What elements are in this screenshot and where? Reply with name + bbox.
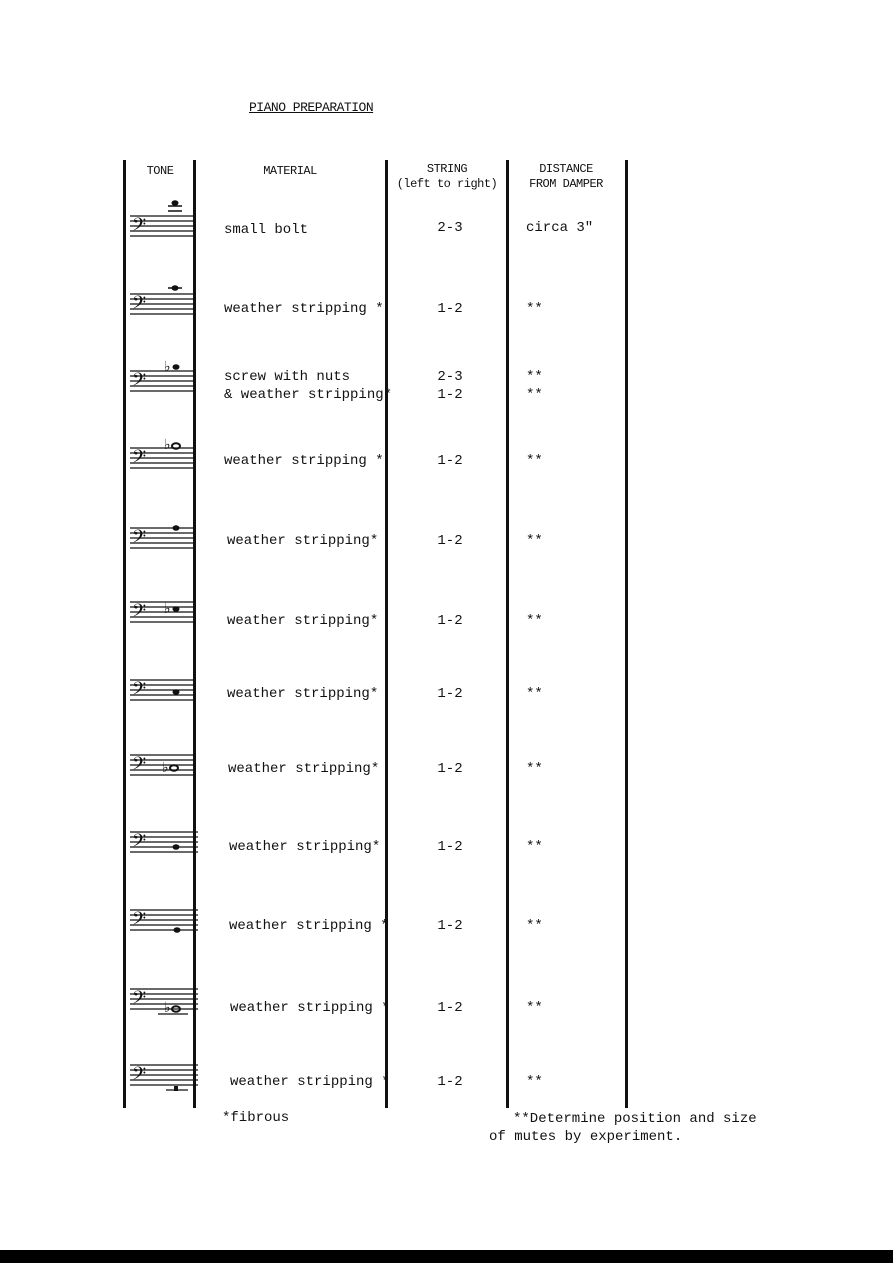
row-5-string: 1-2 — [437, 533, 463, 549]
row-12-distance: ** — [526, 1074, 543, 1090]
row-4-string: 1-2 — [437, 453, 463, 469]
row-8-string: 1-2 — [437, 761, 463, 777]
svg-text:𝄢: 𝄢 — [132, 370, 147, 395]
header-material: MATERIAL — [263, 164, 317, 178]
row-1-string: 2-3 — [437, 220, 463, 236]
tone-staff — [130, 196, 202, 240]
page-title: PIANO PREPARATION — [249, 100, 374, 115]
svg-text:𝄢: 𝄢 — [132, 601, 147, 626]
row-3-material-line2: & weather stripping* — [224, 387, 393, 403]
row-6-string: 1-2 — [437, 613, 463, 629]
svg-text:𝄢: 𝄢 — [132, 447, 147, 472]
footnote-determine-line1: **Determine position and size — [513, 1111, 757, 1127]
svg-text:♭: ♭ — [164, 359, 171, 375]
header-tone: TONE — [146, 164, 174, 178]
rule-distance — [625, 160, 628, 1108]
row-6-material: weather stripping* — [227, 613, 379, 629]
svg-text:♭: ♭ — [162, 760, 169, 776]
svg-text:𝄢: 𝄢 — [132, 754, 147, 779]
row-5-material: weather stripping* — [227, 533, 379, 549]
row-3-string: 2-3 — [437, 369, 463, 385]
tone-staff — [130, 900, 202, 944]
header-distance — [510, 162, 622, 192]
svg-text:♭: ♭ — [164, 437, 171, 453]
footnote-fibrous: *fibrous — [222, 1110, 290, 1126]
header-string — [388, 162, 506, 192]
header-string-line2: (left to right) — [396, 177, 498, 191]
header-distance-line2: FROM DAMPER — [529, 177, 603, 191]
row-3-material: screw with nuts — [224, 369, 351, 385]
svg-text:𝄢: 𝄢 — [132, 293, 147, 318]
tone-staff — [130, 355, 202, 399]
tone-staff — [130, 512, 202, 556]
row-3-distance: ** — [526, 369, 543, 385]
row-10-distance: ** — [526, 918, 543, 934]
rule-left — [123, 160, 126, 1108]
row-7-material: weather stripping* — [227, 686, 379, 702]
row-11-string: 1-2 — [437, 1000, 463, 1016]
row-9-string: 1-2 — [437, 839, 463, 855]
svg-text:𝄢: 𝄢 — [132, 909, 147, 934]
row-3-string-line2: 1-2 — [437, 387, 463, 403]
row-7-distance: ** — [526, 686, 543, 702]
row-2-distance: ** — [526, 301, 543, 317]
row-2-string: 1-2 — [437, 301, 463, 317]
row-9-material: weather stripping* — [229, 839, 381, 855]
svg-text:♭: ♭ — [164, 601, 171, 617]
row-6-distance: ** — [526, 613, 543, 629]
header-distance-line1: DISTANCE — [539, 162, 593, 176]
svg-text:𝄢: 𝄢 — [132, 215, 147, 240]
tone-staff — [130, 432, 202, 476]
row-12-string: 1-2 — [437, 1074, 463, 1090]
tone-staff — [130, 822, 202, 866]
svg-text:𝄢: 𝄢 — [132, 1064, 147, 1089]
row-5-distance: ** — [526, 533, 543, 549]
row-7-string: 1-2 — [437, 686, 463, 702]
row-11-material: weather stripping * — [230, 1000, 390, 1016]
row-4-distance: ** — [526, 453, 543, 469]
row-3-distance-line2: ** — [526, 387, 543, 403]
row-4-material: weather stripping * — [224, 453, 384, 469]
scan-edge-bar — [0, 1250, 893, 1263]
row-12-material: weather stripping * — [230, 1074, 390, 1090]
svg-text:♭: ♭ — [164, 1000, 171, 1016]
tone-staff — [130, 278, 202, 322]
svg-text:𝄢: 𝄢 — [132, 831, 147, 856]
rule-material — [385, 160, 388, 1108]
row-11-distance: ** — [526, 1000, 543, 1016]
tone-staff — [130, 1058, 202, 1102]
row-8-distance: ** — [526, 761, 543, 777]
row-1-material: small bolt — [224, 222, 309, 238]
row-9-distance: ** — [526, 839, 543, 855]
row-8-material: weather stripping* — [228, 761, 380, 777]
svg-text:𝄢: 𝄢 — [132, 527, 147, 552]
tone-staff — [130, 745, 202, 789]
tone-staff — [130, 982, 202, 1026]
footnote-determine-line2: of mutes by experiment. — [489, 1129, 683, 1145]
tone-staff — [130, 670, 202, 714]
row-10-material: weather stripping * — [229, 918, 389, 934]
row-2-material: weather stripping * — [224, 301, 384, 317]
svg-text:𝄢: 𝄢 — [132, 679, 147, 704]
row-1-distance: circa 3" — [526, 220, 594, 236]
row-10-string: 1-2 — [437, 918, 463, 934]
tone-staff — [130, 592, 202, 636]
header-string-line1: STRING — [426, 162, 468, 176]
rule-string — [506, 160, 509, 1108]
svg-text:𝄢: 𝄢 — [132, 988, 147, 1013]
